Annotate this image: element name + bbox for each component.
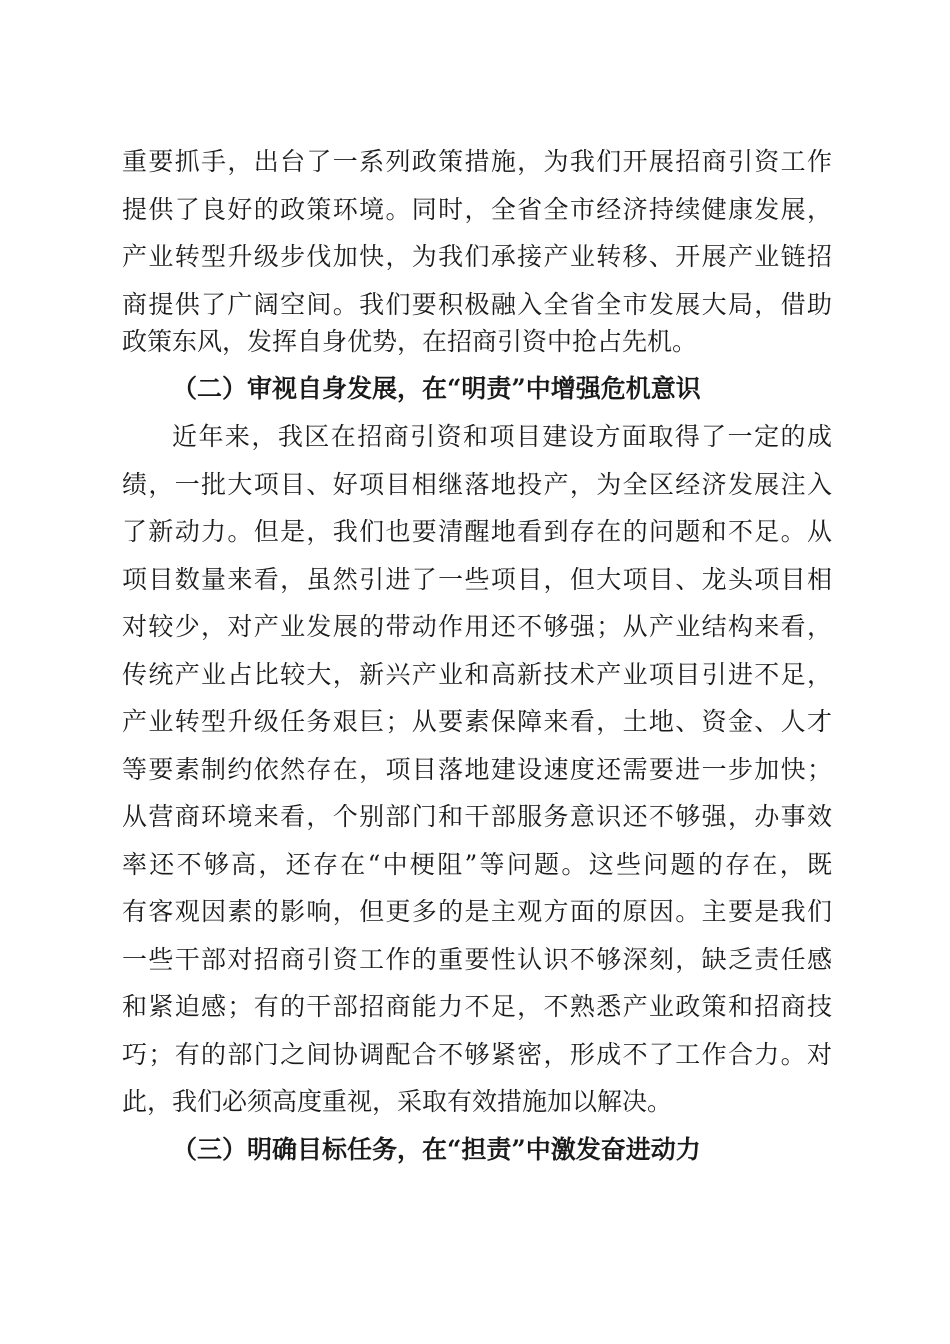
section-heading-3: （三）明确目标任务，在“担责”中激发奋进动力 [172, 1135, 701, 1164]
paragraph-2-line-13: 和紧迫感；有的干部招商能力不足，不熟悉产业政策和招商技 [122, 992, 832, 1021]
paragraph-2-line-4: 项目数量来看，虽然引进了一些项目，但大项目、龙头项目相 [122, 565, 832, 594]
paragraph-1-line-3: 产业转型升级步伐加快，为我们承接产业转移、开展产业链招 [122, 242, 832, 271]
paragraph-2-line-12: 一些干部对招商引资工作的重要性认识不够深刻，缺乏责任感 [122, 945, 832, 974]
paragraph-1-line-4: 商提供了广阔空间。我们要积极融入全省全市发展大局，借助 [122, 290, 832, 319]
paragraph-1-line-5: 政策东风，发挥自身优势，在招商引资中抢占先机。 [122, 327, 698, 356]
paragraph-2-line-11: 有客观因素的影响，但更多的是主观方面的原因。主要是我们 [122, 897, 832, 926]
section-heading-2: （二）审视自身发展，在“明责”中增强危机意识 [172, 374, 701, 403]
paragraph-2-line-8: 等要素制约依然存在，项目落地建设速度还需要进一步加快； [122, 755, 832, 784]
paragraph-1-line-1: 重要抓手，出台了一系列政策措施，为我们开展招商引资工作 [122, 147, 832, 176]
paragraph-2-line-9: 从营商环境来看，个别部门和干部服务意识还不够强，办事效 [122, 802, 832, 831]
paragraph-2-line-2: 绩，一批大项目、好项目相继落地投产，为全区经济发展注入 [122, 470, 832, 499]
paragraph-2-line-6: 传统产业占比较大，新兴产业和高新技术产业项目引进不足， [122, 660, 832, 689]
paragraph-2-line-10: 率还不够高，还存在“中梗阻”等问题。这些问题的存在，既 [122, 850, 832, 879]
paragraph-2-line-1: 近年来，我区在招商引资和项目建设方面取得了一定的成 [172, 422, 832, 451]
paragraph-2-line-7: 产业转型升级任务艰巨；从要素保障来看，土地、资金、人才 [122, 707, 832, 736]
paragraph-2-line-15: 此，我们必须高度重视，采取有效措施加以解决。 [122, 1087, 673, 1116]
paragraph-2-line-5: 对较少，对产业发展的带动作用还不够强；从产业结构来看， [122, 612, 832, 641]
paragraph-1-line-2: 提供了良好的政策环境。同时，全省全市经济持续健康发展， [122, 195, 832, 224]
paragraph-2-line-14: 巧；有的部门之间协调配合不够紧密，形成不了工作合力。对 [122, 1040, 832, 1069]
paragraph-2-line-3: 了新动力。但是，我们也要清醒地看到存在的问题和不足。从 [122, 517, 832, 546]
